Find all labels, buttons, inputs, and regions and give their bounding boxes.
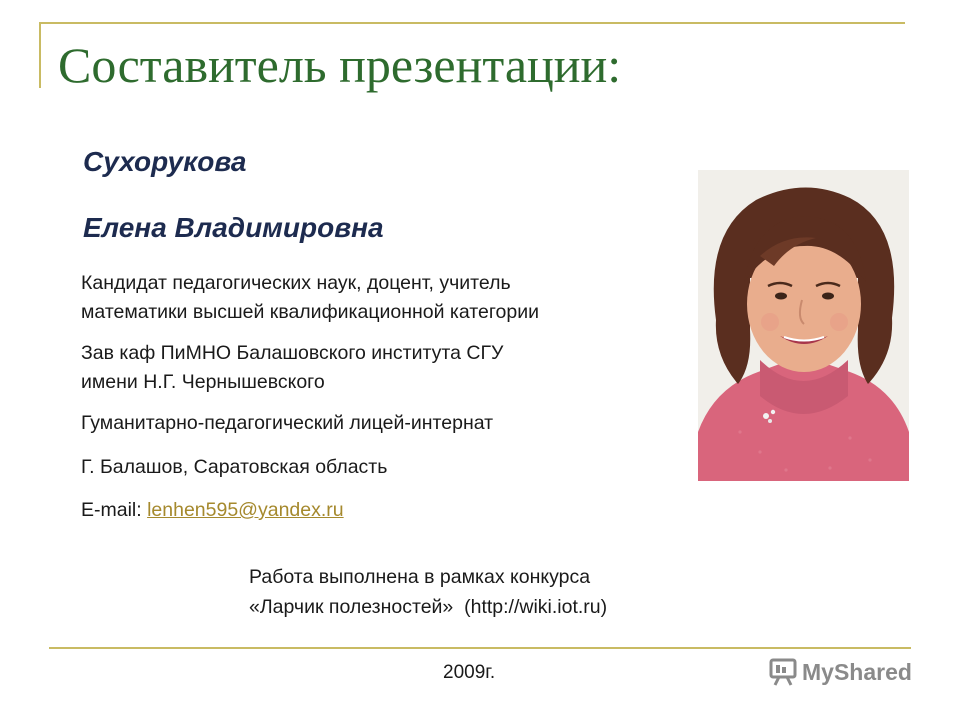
author-position-line1: Зав каф ПиМНО Балашовского института СГУ [81, 342, 504, 364]
author-degree-line2: математики высшей квалификационной категории [81, 301, 540, 323]
top-frame-line [39, 22, 905, 24]
year-label: 2009г. [443, 662, 496, 683]
author-surname: Сухорукова [83, 146, 247, 177]
author-degree-line1: Кандидат педагогических наук, доцент, учитель [81, 272, 511, 294]
author-position [81, 339, 503, 397]
slide-title: Составитель презентации: [58, 37, 622, 93]
competition-note-line2: «Ларчик полезностей» (http://wiki.iot.ru) [249, 596, 608, 618]
author-degree [81, 269, 539, 327]
email-link[interactable]: lenhen595@yandex.ru [147, 499, 344, 521]
presentation-board-icon [768, 657, 798, 687]
author-email [81, 496, 344, 525]
author-photo [698, 170, 909, 481]
author-city: Г. Балашов, Саратовская область [81, 456, 388, 478]
author-school: Гуманитарно-педагогический лицей-интернат [81, 412, 494, 434]
footer-rule [49, 647, 911, 649]
email-label: E-mail: [81, 499, 148, 521]
author-position-line2: имени Н.Г. Чернышевского [81, 371, 325, 393]
competition-note-line1: Работа выполнена в рамках конкурса [249, 566, 591, 588]
author-given-names: Елена Владимировна [83, 212, 384, 243]
watermark-text: MyShared [802, 658, 912, 685]
left-frame-line [39, 22, 41, 88]
competition-note [249, 562, 607, 622]
myshared-watermark [768, 657, 912, 687]
